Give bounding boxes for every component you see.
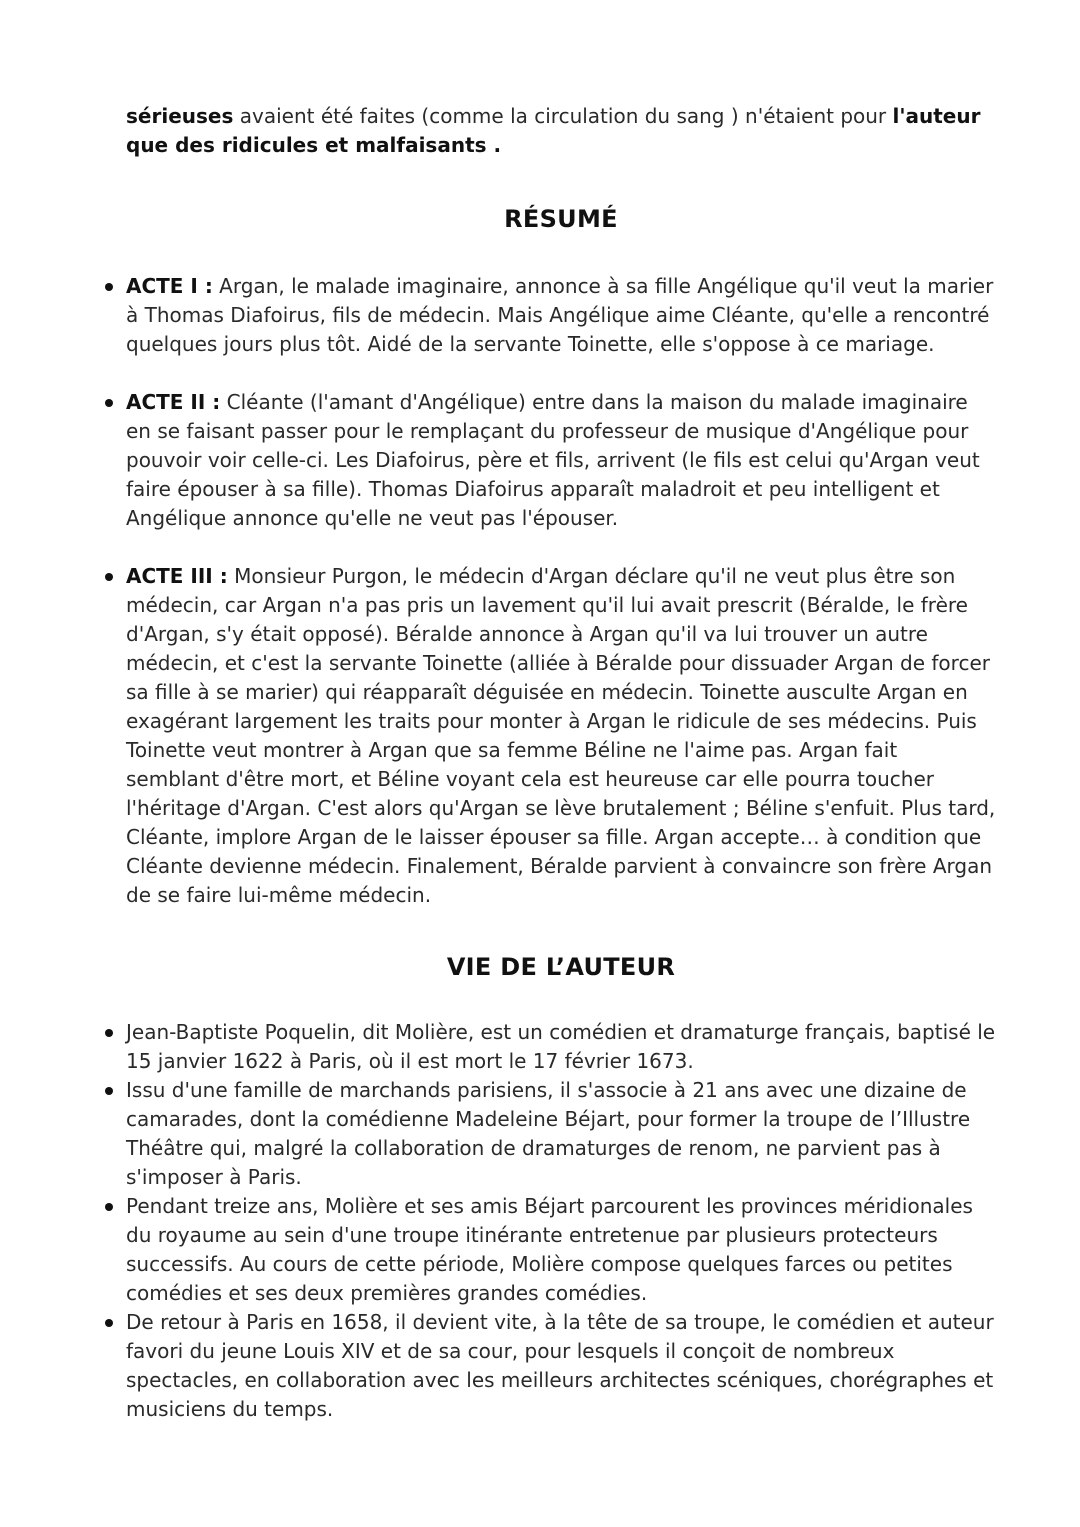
act-2-label: ACTE II : xyxy=(126,390,221,414)
intro-text: avaient été faites (comme la circulation du sang ) n'étaient pour xyxy=(233,104,893,128)
act-2-item xyxy=(126,388,996,533)
intro-paragraph xyxy=(126,102,996,160)
author-life-heading: VIE DE L’AUTEUR xyxy=(446,953,676,981)
act-3-label: ACTE III : xyxy=(126,564,228,588)
intro-bold-end: l'auteur que des ridicules et malfaisants . xyxy=(126,104,981,157)
acts-list xyxy=(126,272,996,910)
act-3-item xyxy=(126,562,996,910)
act-1-item xyxy=(126,272,996,359)
act-1-text: Argan, le malade imaginaire, annonce à sa fille Angélique qu'il veut la marier à Thomas Diafoirus, fils de médecin. Mais Angélique aime Cléante, qu'elle a rencontré quelques jours plus tôt. Aidé de la servante Toinette, elle s'oppose à ce mariage. xyxy=(126,274,994,356)
resume-heading: RÉSUMÉ xyxy=(504,205,618,233)
bio-item-3: Pendant treize ans, Molière et ses amis Béjart parcourent les provinces méridionales du royaume au sein d'une troupe itinérante entretenue par plusieurs protecteurs successifs. Au cours de cette période, Molière compose quelques farces ou petites comédies et ses deux premières grandes comédies. xyxy=(126,1192,996,1308)
act-1-label: ACTE I : xyxy=(126,274,213,298)
act-3-text: Monsieur Purgon, le médecin d'Argan déclare qu'il ne veut plus être son médecin, car Argan n'a pas pris un lavement qu'il lui avait prescrit (Béralde, le frère d'Argan, s'y était opposé). Béralde annonce à Argan qu'il va lui trouver un autre médecin, et c'est la servante Toinette (alliée à Béralde pour dissuader Argan de forcer sa fille à se marier) qui réapparaît déguisée en médecin. Toinette ausculte Argan en exagérant largement les traits pour monter à Argan le ridicule de ses médecins. Puis Toinette veut montrer à Argan que sa femme Béline ne l'aime pas. Argan fait semblant d'être mort, et Béline voyant cela est heureuse car elle pourra toucher l'héritage d'Argan. C'est alors qu'Argan se lève brutalement ; Béline s'enfuit. Plus tard, Cléante, implore Argan de le laisser épouser sa fille. Argan accepte… à condition que Cléante devienne médecin. Finalement, Béralde parvient à convaincre son frère Argan de se faire lui-même médecin. xyxy=(126,564,996,907)
page-content xyxy=(126,102,996,1424)
bio-item-4: De retour à Paris en 1658, il devient vite, à la tête de sa troupe, le comédien et auteur favori du jeune Louis XIV et de sa cour, pour lesquels il conçoit de nombreux spectacles, en collaboration avec les meilleurs architectes scéniques, chorégraphes et musiciens du temps. xyxy=(126,1308,996,1424)
bio-item-2: Issu d'une famille de marchands parisiens, il s'associe à 21 ans avec une dizaine de camarades, dont la comédienne Madeleine Béjart, pour former la troupe de l’Illustre Théâtre qui, malgré la collaboration de dramaturges de renom, ne parvient pas à s'imposer à Paris. xyxy=(126,1076,996,1192)
act-2-text: Cléante (l'amant d'Angélique) entre dans la maison du malade imaginaire en se faisant passer pour le remplaçant du professeur de musique d'Angélique pour pouvoir voir celle-ci. Les Diafoirus, père et fils, arrivent (le fils est celui qu'Argan veut faire épouser à sa fille). Thomas Diafoirus apparaît maladroit et peu intelligent et Angélique annonce qu'elle ne veut pas l'épouser. xyxy=(126,390,980,530)
bio-item-1: Jean-Baptiste Poquelin, dit Molière, est un comédien et dramaturge français, baptisé le 15 janvier 1622 à Paris, où il est mort le 17 février 1673. xyxy=(126,1018,996,1076)
intro-bold-start: sérieuses xyxy=(126,104,234,128)
author-life-list xyxy=(126,1018,996,1424)
